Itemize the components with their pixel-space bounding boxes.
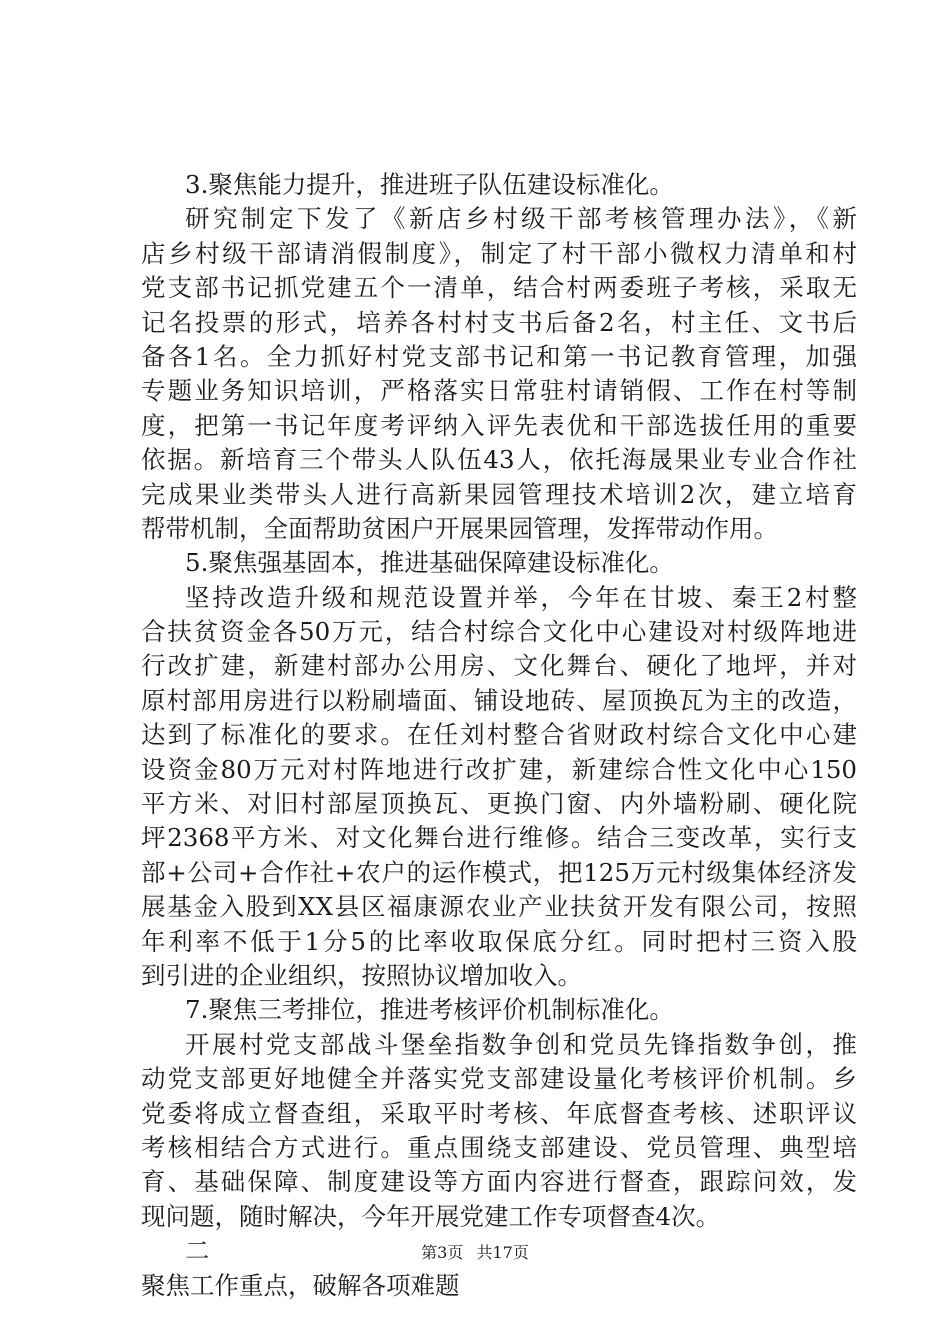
section-number: 二	[185, 1236, 210, 1266]
page-number-total: 共17页	[476, 1243, 529, 1262]
paragraph-line: 坪2368平方米、对文化舞台进行维修。结合三变改革，实行支	[141, 823, 857, 853]
paragraph-line: 党支部书记抓党建五个一清单，结合村两委班子考核，采取无	[141, 273, 857, 303]
paragraph-line: 年利率不低于1分5的比率收取保底分红。同时把村三资入股	[141, 926, 857, 956]
paragraph-line: 备各1名。全力抓好村党支部书记和第一书记教育管理，加强	[141, 341, 857, 371]
paragraph-line: 部+公司+合作社+农户的运作模式，把125万元村级集体经济发	[141, 857, 857, 887]
paragraph-line: 合扶贫资金各50万元，结合村综合文化中心建设对村级阵地进	[141, 617, 857, 647]
paragraph-line: 坚持改造升级和规范设置并举，今年在甘坡、秦王2村整	[185, 582, 857, 612]
paragraph-line: 开展村党支部战斗堡垒指数争创和党员先锋指数争创，推	[185, 1029, 857, 1059]
section-title: 聚焦工作重点，破解各项难题	[141, 1270, 460, 1300]
paragraph-line: 记名投票的形式，培养各村村支书后备2名，村主任、文书后	[141, 307, 857, 337]
page-number-current: 第3页	[421, 1243, 464, 1262]
paragraph-line: 依据。新培育三个带头人队伍43人，依托海晟果业专业合作社	[141, 445, 857, 475]
paragraph-line: 党委将成立督查组，采取平时考核、年底督查考核、述职评议	[141, 1098, 857, 1128]
paragraph-line: 设资金80万元对村阵地进行改扩建，新建综合性文化中心150	[141, 754, 857, 784]
paragraph-line: 专题业务知识培训，严格落实日常驻村请销假、工作在村等制	[141, 376, 857, 406]
paragraph-line: 现问题，随时解决，今年开展党建工作专项督查4次。	[141, 1201, 721, 1231]
paragraph-line: 原村部用房进行以粉刷墙面、铺设地砖、屋顶换瓦为主的改造，	[141, 685, 857, 715]
paragraph-line: 帮带机制，全面帮助贫困户开展果园管理，发挥带动作用。	[141, 513, 778, 543]
section-heading-3: 3.聚焦能力提升，推进班子队伍建设标准化。	[185, 170, 674, 199]
section-heading-5: 5.聚焦强基固本，推进基础保障建设标准化。	[185, 548, 674, 578]
paragraph-line: 考核相结合方式进行。重点围绕支部建设、党员管理、典型培	[141, 1132, 857, 1162]
document-body	[141, 168, 857, 1303]
page-footer	[0, 1243, 950, 1263]
paragraph-line: 育、基础保障、制度建设等方面内容进行督查，跟踪问效，发	[141, 1167, 857, 1197]
paragraph-line: 平方米、对旧村部屋顶换瓦、更换门窗、内外墙粉刷、硬化院	[141, 789, 857, 819]
paragraph-line: 行改扩建，新建村部办公用房、文化舞台、硬化了地坪，并对	[141, 651, 857, 681]
paragraph-line: 研究制定下发了《新店乡村级干部考核管理办法》，《新	[185, 204, 857, 234]
paragraph-line: 店乡村级干部请消假制度》，制定了村干部小微权力清单和村	[141, 238, 857, 268]
paragraph-line: 到引进的企业组织，按照协议增加收入。	[141, 960, 582, 990]
paragraph-line: 完成果业类带头人进行高新果园管理技术培训2次，建立培育	[141, 479, 857, 509]
paragraph-line: 展基金入股到XX县区福康源农业产业扶贫开发有限公司，按照	[141, 892, 857, 922]
section-heading-7: 7.聚焦三考排位，推进考核评价机制标准化。	[185, 995, 674, 1025]
paragraph-line: 动党支部更好地健全并落实党支部建设量化考核评价机制。乡	[141, 1064, 857, 1094]
paragraph-line: 度，把第一书记年度考评纳入评先表优和干部选拔任用的重要	[141, 410, 857, 440]
paragraph-line: 达到了标准化的要求。在任刘村整合省财政村综合文化中心建	[141, 720, 857, 750]
